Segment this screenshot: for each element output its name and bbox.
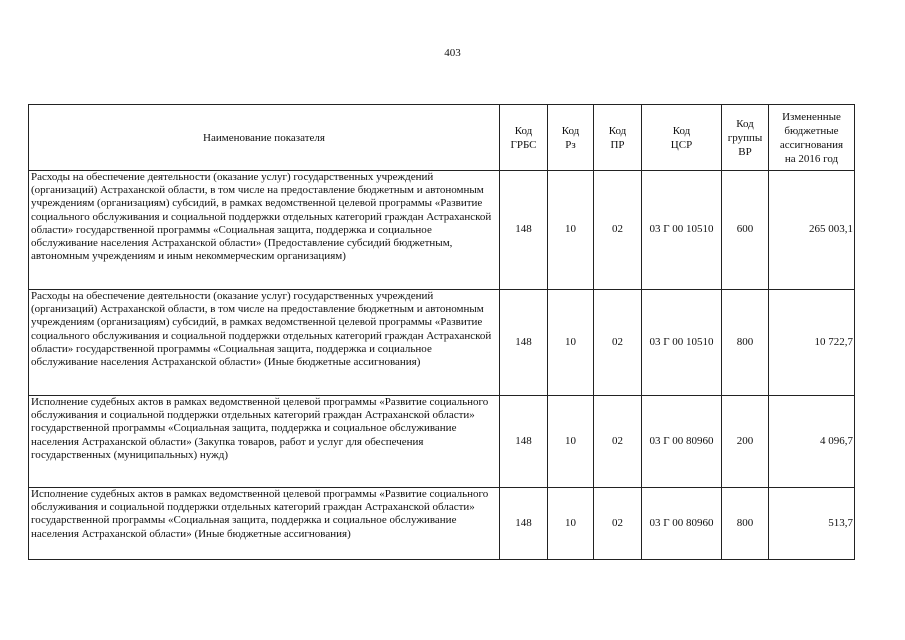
- row-pr: 02: [594, 488, 642, 560]
- table-row: [29, 396, 855, 488]
- page-number: 403: [444, 47, 461, 59]
- header-rz: Код Рз: [548, 105, 594, 171]
- header-amount: Измененные бюджетные ассигнования на 2016 год: [769, 105, 855, 171]
- header-name: Наименование показателя: [29, 105, 500, 171]
- row-vr: 800: [722, 290, 769, 396]
- row-csr: 03 Г 00 80960: [642, 488, 722, 560]
- header-csr: Код ЦСР: [642, 105, 722, 171]
- row-csr: 03 Г 00 80960: [642, 396, 722, 488]
- row-name: Расходы на обеспечение деятельности (оказание услуг) государственных учреждений (организаций) Астраханской области, в том числе на предоставление бюджетным и автономным учреждениям (организациям) субсидий, в рамках ведомственной целевой программы «Развитие социального обслуживания и социальной поддержки отдельных категорий граждан Астраханской области» государственной программы «Социальная защита, поддержка и социальное обслуживание населения Астраханской области» (Предоставление субсидий бюджетным, автономным учреждениям и иным некоммерческим организациям): [29, 171, 500, 290]
- row-amount: 265 003,1: [769, 171, 855, 290]
- row-grbs: 148: [500, 488, 548, 560]
- row-grbs: 148: [500, 290, 548, 396]
- row-pr: 02: [594, 290, 642, 396]
- row-rz: 10: [548, 171, 594, 290]
- row-name: Исполнение судебных актов в рамках ведомственной целевой программы «Развитие социального обслуживания и социальной поддержки отдельных категорий граждан Астраханской области» государственной программы «Социальная защита, поддержка и социальное обслуживание населения Астраханской области» (Закупка товаров, работ и услуг для обеспечения государственных (муниципальных) нужд): [29, 396, 500, 488]
- header-pr: Код ПР: [594, 105, 642, 171]
- table-header-row: [29, 105, 855, 171]
- row-name: Исполнение судебных актов в рамках ведомственной целевой программы «Развитие социального обслуживания и социальной поддержки отдельных категорий граждан Астраханской области» государственной программы «Социальная защита, поддержка и социальное обслуживание населения Астраханской области» (Иные бюджетные ассигнования): [29, 488, 500, 560]
- budget-table: [28, 104, 855, 560]
- table-row: [29, 171, 855, 290]
- row-pr: 02: [594, 171, 642, 290]
- row-name: Расходы на обеспечение деятельности (оказание услуг) государственных учреждений (организаций) Астраханской области, в том числе на предоставление бюджетным и автономным учреждениям (организациям) субсидий, в рамках ведомственной целевой программы «Развитие социального обслуживания и социальной поддержки отдельных категорий граждан Астраханской области» государственной программы «Социальная защита, поддержка и социальное обслуживание населения Астраханской области» (Иные бюджетные ассигнования): [29, 290, 500, 396]
- row-vr: 200: [722, 396, 769, 488]
- row-vr: 800: [722, 488, 769, 560]
- table-row: [29, 290, 855, 396]
- row-rz: 10: [548, 290, 594, 396]
- row-pr: 02: [594, 396, 642, 488]
- row-grbs: 148: [500, 171, 548, 290]
- header-grbs: Код ГРБС: [500, 105, 548, 171]
- row-rz: 10: [548, 396, 594, 488]
- row-amount: 10 722,7: [769, 290, 855, 396]
- row-grbs: 148: [500, 396, 548, 488]
- row-amount: 4 096,7: [769, 396, 855, 488]
- header-vr: Код группы ВР: [722, 105, 769, 171]
- table-row: [29, 488, 855, 560]
- row-vr: 600: [722, 171, 769, 290]
- row-rz: 10: [548, 488, 594, 560]
- row-csr: 03 Г 00 10510: [642, 290, 722, 396]
- row-csr: 03 Г 00 10510: [642, 171, 722, 290]
- row-amount: 513,7: [769, 488, 855, 560]
